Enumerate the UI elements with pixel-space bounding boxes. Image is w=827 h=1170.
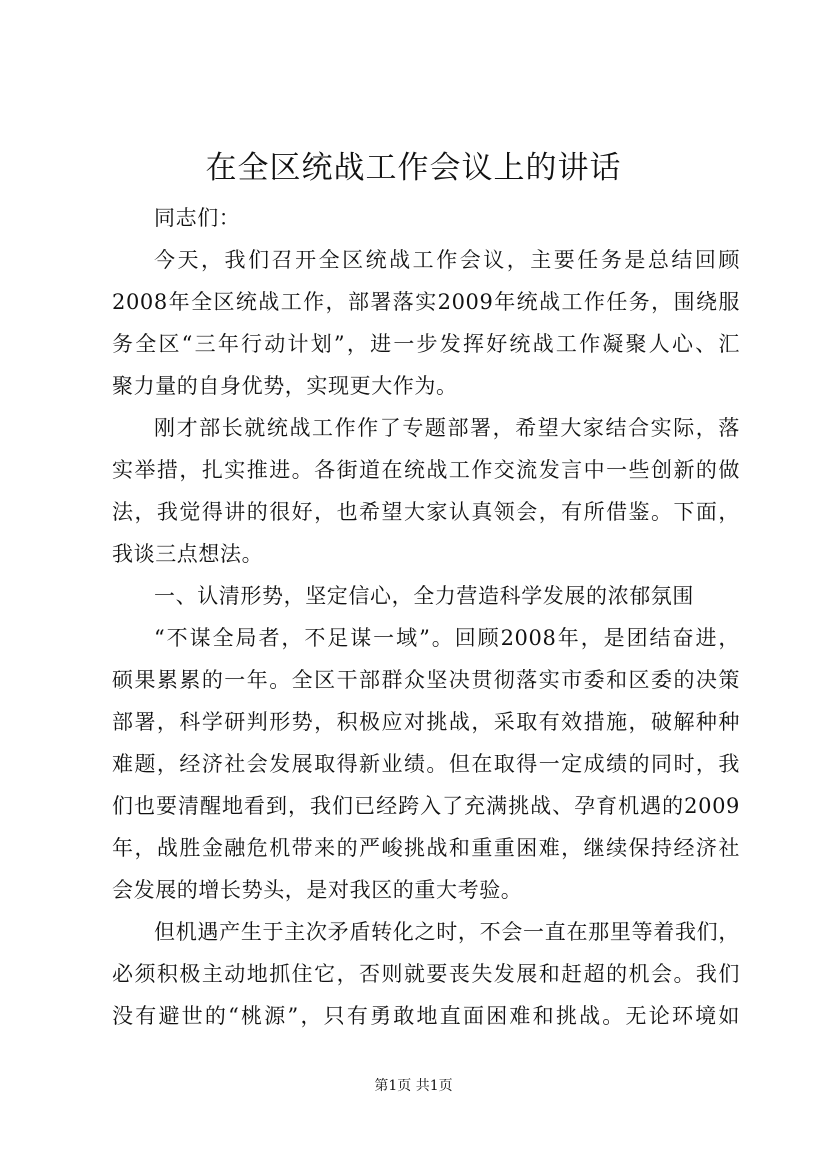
- section-heading: 一、认清形势，坚定信心，全力营造科学发展的浓郁氛围: [154, 584, 694, 608]
- paragraph-line: 没有避世的“桃源”，只有勇敢地直面困难和挑战。无论环境如: [112, 1004, 740, 1028]
- paragraph-line: 聚力量的自身优势，实现更大作为。: [112, 374, 458, 398]
- paragraph-line: 年，战胜金融危机带来的严峻挑战和重重困难，继续保持经济社: [112, 836, 740, 860]
- paragraph-line: 必须积极主动地抓住它，否则就要丧失发展和赶超的机会。我们: [112, 962, 740, 986]
- paragraph-line: 们也要清醒地看到，我们已经跨入了充满挑战、孕育机遇的2009: [112, 794, 740, 818]
- paragraph-line: 部署，科学研判形势，积极应对挑战，采取有效措施，破解种种: [112, 710, 740, 734]
- salutation-line: 同志们：: [154, 206, 241, 230]
- paragraph-line: 今天，我们召开全区统战工作会议，主要任务是总结回顾: [154, 248, 740, 272]
- paragraph-line: 务全区“三年行动计划”，进一步发挥好统战工作凝聚人心、汇: [112, 332, 740, 356]
- document-title: 在全区统战工作会议上的讲话: [205, 150, 622, 186]
- paragraph-line: 硕果累累的一年。全区干部群众坚决贯彻落实市委和区委的决策: [112, 668, 740, 692]
- page-footer: 第1页 共1页: [374, 1078, 453, 1094]
- paragraph-line: 会发展的增长势头，是对我区的重大考验。: [112, 878, 523, 902]
- document-body: [112, 197, 740, 1037]
- paragraph-line: “不谋全局者，不足谋一域”。回顾2008年，是团结奋进，: [154, 626, 740, 650]
- paragraph-line: 2008年全区统战工作，部署落实2009年统战工作任务，围绕服: [112, 290, 740, 314]
- paragraph-line: 我谈三点想法。: [112, 542, 264, 566]
- paragraph-line: 难题，经济社会发展取得新业绩。但在取得一定成绩的同时，我: [112, 752, 740, 776]
- paragraph-line: 但机遇产生于主次矛盾转化之时，不会一直在那里等着我们，: [154, 920, 740, 944]
- paragraph-line: 刚才部长就统战工作作了专题部署，希望大家结合实际，落: [154, 416, 740, 440]
- paragraph-line: 实举措，扎实推进。各街道在统战工作交流发言中一些创新的做: [112, 458, 740, 482]
- paragraph-line: 法，我觉得讲的很好，也希望大家认真领会，有所借鉴。下面，: [112, 500, 740, 524]
